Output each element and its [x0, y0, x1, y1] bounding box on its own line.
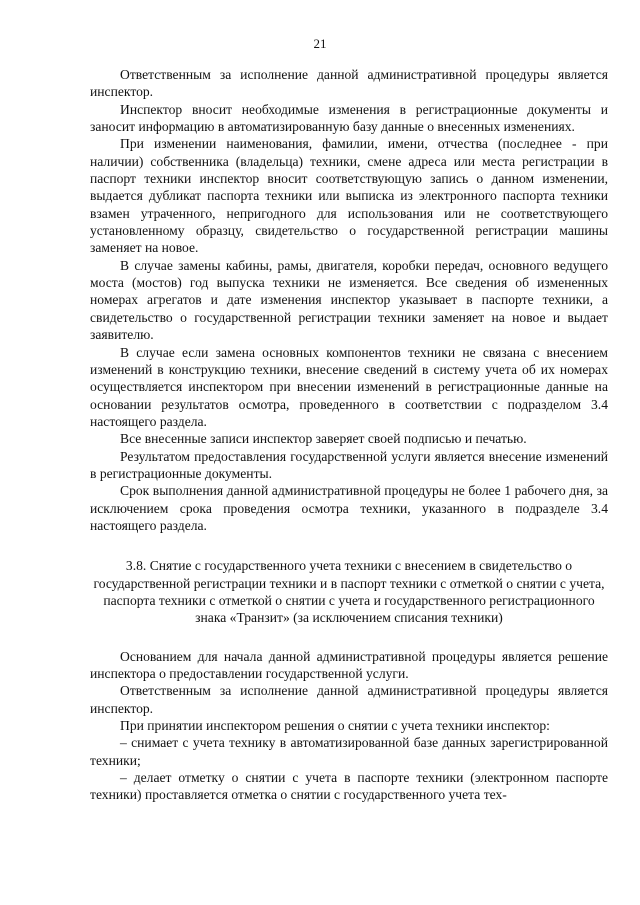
page-number: 21 [313, 36, 327, 51]
paragraph: Результатом предоставления государственной услуги является внесение изменений в регистрационные документы. [90, 448, 608, 481]
paragraph: При принятии инспектором решения о снятии с учета техники инспектор: [120, 718, 550, 734]
paragraph: Ответственным за исполнение данной административной процедуры является инспектор. [90, 683, 608, 716]
section-heading [90, 557, 608, 626]
list-item: – делает отметку о снятии с учета в паспорте техники (электронном паспорте техники) проставляется отметка о снятии с государственного учета тех- [90, 770, 608, 803]
paragraph: Все внесенные записи инспектор заверяет своей подписью и печатью. [120, 431, 527, 447]
paragraph: Срок выполнения данной административной процедуры не более 1 рабочего дня, за исключением срока проведения осмотра техники, указанного в подразделе 3.4 настоящего раздела. [90, 483, 608, 533]
section-heading-text: 3.8. Снятие с государственного учета техники с внесением в свидетельство о государственной регистрации техники и в паспорт техники с отметкой о снятии с учета, паспорта техники с отметкой о снятии с учета и государственного регистрационного знака «Транзит» (за исключением списания техники) [93, 558, 605, 626]
paragraph: В случае замены кабины, рамы, двигателя, коробки передач, основного ведущего моста (мостов) год выпуска техники не изменяется. Все сведения об измененных номерах агрегатов и дате изменения инспектор указывает в паспорте техники, а свидетельство о государственной регистрации техники заменяет на новое и выдает заявителю. [90, 257, 608, 343]
paragraph: Ответственным за исполнение данной административной процедуры является инспектор. [90, 67, 608, 100]
paragraph: В случае если замена основных компонентов техники не связана с внесением изменений в конструкцию техники, внесение сведений в систему учета об их номерах осуществляется инспектором при внесении изменений в регистрационные данные на основании результатов осмотра, проведенного в соответствии с подразделом 3.4 настоящего раздела. [90, 344, 608, 429]
paragraph: При изменении наименования, фамилии, имени, отчества (последнее - при наличии) собственника (владельца) техники, смене адреса или места регистрации в паспорт техники инспектор вносит соответствующую запись о данном изменении, выдается дубликат паспорта техники или выписка из электронного паспорта техники взамен утраченного, непригодного для использования или не соответствующего установленному образцу, свидетельство о государственной регистрации машины заменяет на новое. [90, 136, 608, 256]
list-item: – снимает с учета технику в автоматизированной базе данных зарегистрированной техники; [90, 735, 608, 768]
document-body [90, 66, 608, 804]
paragraph: Основанием для начала данной административной процедуры является решение инспектора о предоставлении государственной услуги. [90, 648, 608, 681]
paragraph: Инспектор вносит необходимые изменения в регистрационные документы и заносит информацию в автоматизированную базу данные о внесенных изменениях. [90, 101, 608, 135]
